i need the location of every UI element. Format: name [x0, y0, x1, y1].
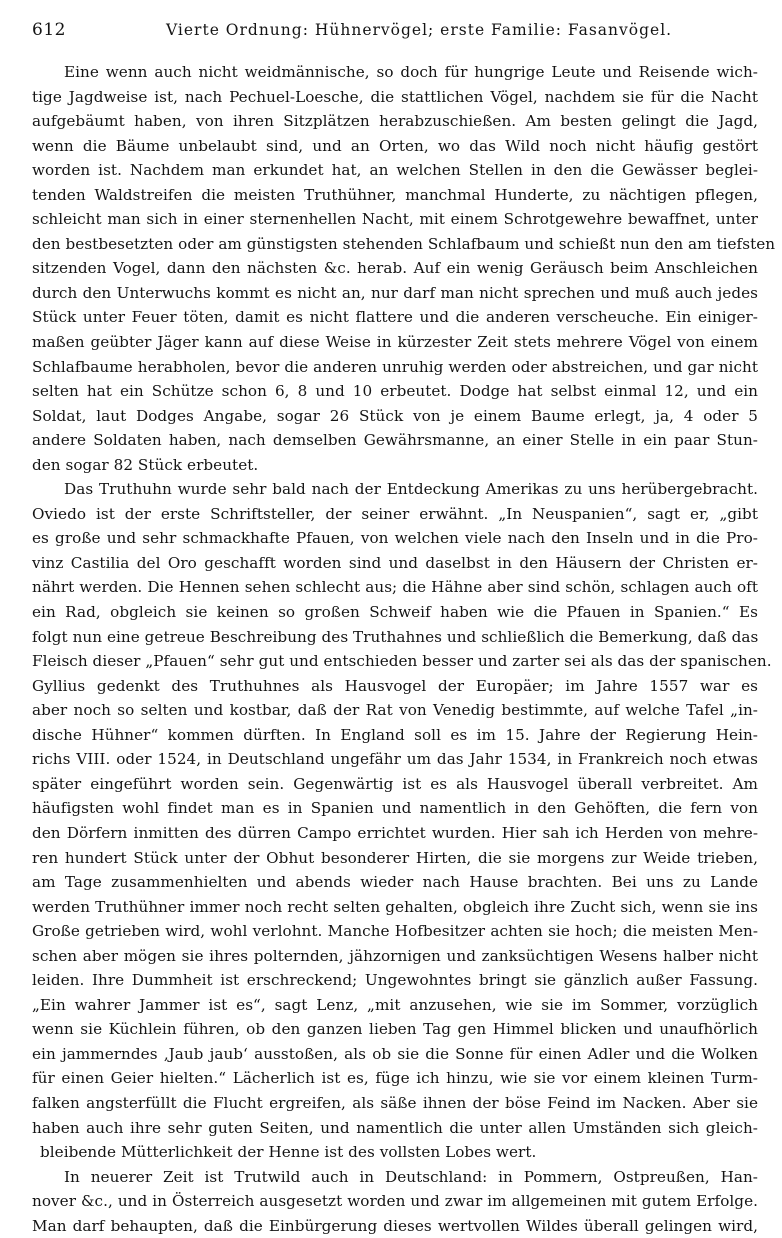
- text-line: selten hat ein Schütze schon 6, 8 und 10 erbeutet. Dodge hat selbst einmal 12, und ein: [32, 382, 758, 401]
- page-number: 612: [32, 20, 66, 40]
- text-line: Schlafbaume herabholen, bevor die anderen unruhig werden oder abstreichen, und gar nicht: [32, 357, 758, 376]
- text-line: „Ein wahrer Jammer ist es“, sagt Lenz, „mit anzusehen, wie sie im Sommer, vorzüglich: [32, 995, 758, 1014]
- text-line: richs VIII. oder 1524, in Deutschland ungefähr um das Jahr 1534, in Frankreich noch etwas: [32, 750, 758, 769]
- text-line: werden Truthühner immer noch recht selten gehalten, obgleich ihre Zucht sich, wenn sie ins: [32, 897, 758, 916]
- running-title: Vierte Ordnung: Hühnervögel; erste Familie: Fasanvögel.: [166, 21, 673, 39]
- running-header: [32, 14, 758, 46]
- text-line: ren hundert Stück unter der Obhut besonderer Hirten, die sie morgens zur Weide trieben,: [32, 848, 758, 867]
- text-line: nover &c., und in Österreich ausgesetzt worden und zwar im allgemeinen mit gutem Erfolge.: [32, 1192, 758, 1211]
- text-line: leiden. Ihre Dummheit ist erschreckend; Ungewohntes bringt sie gänzlich außer Fassung.: [32, 971, 758, 990]
- text-line: Soldat, laut Dodges Angabe, sogar 26 Stück von je einem Baume erlegt, ja, 4 oder 5: [32, 406, 758, 425]
- text-line: wenn sie Küchlein führen, ob den ganzen lieben Tag gen Himmel blicken und unaufhörlich: [32, 1020, 758, 1039]
- text-line: worden ist. Nachdem man erkundet hat, an welchen Stellen in den die Gewässer beglei-: [32, 161, 758, 180]
- text-line: Fleisch dieser „Pfauen“ sehr gut und entschieden besser und zarter sei als das der spanischen.: [32, 652, 772, 671]
- text-line: Große getrieben wird, wohl verlohnt. Manche Hofbesitzer achten sie hoch; die meisten Men-: [32, 922, 758, 941]
- text-line: sitzenden Vogel, dann den nächsten &c. herab. Auf ein wenig Geräusch beim Anschleichen: [32, 259, 758, 278]
- text-line: den sogar 82 Stück erbeutet.: [32, 455, 259, 474]
- text-line: folgt nun eine getreue Beschreibung des Truthahnes und schließlich die Bemerkung, daß das: [32, 627, 759, 646]
- text-line: durch den Unterwuchs kommt es nicht an, nur darf man nicht sprechen und muß auch jedes: [32, 283, 758, 302]
- text-line: den Dörfern inmitten des dürren Campo errichtet wurden. Hier sah ich Herden von mehre-: [32, 823, 758, 842]
- text-line: häufigsten wohl findet man es in Spanien und namentlich in den Gehöften, die fern von: [32, 799, 758, 818]
- text-line: am Tage zusammenhielten und abends wieder nach Hause brachten. Bei uns zu Lande: [32, 873, 758, 892]
- text-line: vinz Castilia del Oro geschafft worden sind und daselbst in den Häusern der Christen er-: [32, 553, 758, 572]
- text-line: andere Soldaten haben, nach demselben Gewährsmanne, an einer Stelle in ein paar Stun-: [32, 431, 758, 450]
- text-line: In neuerer Zeit ist Trutwild auch in Deutschland: in Pommern, Ostpreußen, Han-: [64, 1167, 758, 1186]
- text-line: maßen geübter Jäger kann auf diese Weise in kürzester Zeit stets mehrere Vögel von einem: [32, 333, 758, 352]
- text-line: es große und sehr schmackhafte Pfauen, von welchen viele nach den Inseln und in die Pro-: [32, 529, 758, 548]
- text-line: falken angsterfüllt die Flucht ergreifen, als säße ihnen der böse Feind im Nacken. Aber sie: [32, 1093, 758, 1112]
- text-line: tige Jagdweise ist, nach Pechuel-Loesche, die stattlichen Vögel, nachdem sie für die Nacht: [32, 87, 758, 106]
- text-line: Man darf behaupten, daß die Einbürgerung dieses wertvollen Wildes überall gelingen wird,: [32, 1216, 758, 1235]
- text-line: dische Hühner“ kommen dürften. In England soll es im 15. Jahre der Regierung Hein-: [32, 725, 758, 744]
- text-line: nährt werden. Die Hennen sehen schlecht aus; die Hähne aber sind schön, schlagen auch oft: [32, 578, 758, 597]
- text-line: aufgebäumt haben, von ihren Sitzplätzen herabzuschießen. Am besten gelingt die Jagd,: [32, 112, 758, 131]
- text-line: den bestbesetzten oder am günstigsten stehenden Schlafbaum und schießt nun den am tiefsten: [32, 234, 776, 253]
- text-line: schleicht man sich in einer sternenhellen Nacht, mit einem Schrotgewehre bewaffnet, unter: [32, 210, 758, 229]
- text-line: bleibende Mütterlichkeit der Henne ist des vollsten Lobes wert.: [40, 1143, 537, 1162]
- text-line: für einen Geier hielten.“ Lächerlich ist es, füge ich hinzu, wie sie vor einem kleinen Turm-: [32, 1069, 758, 1088]
- body-text: [32, 60, 776, 1238]
- text-line: wenn die Bäume unbelaubt sind, und an Orten, wo das Wild noch nicht häufig gestört: [32, 136, 758, 155]
- text-line: Gyllius gedenkt des Truthuhnes als Hausvogel der Europäer; im Jahre 1557 war es: [32, 676, 758, 695]
- text-line: haben auch ihre sehr guten Seiten, und namentlich die unter allen Umständen sich gleich-: [32, 1118, 758, 1137]
- text-line: Eine wenn auch nicht weidmännische, so doch für hungrige Leute und Reisende wich-: [64, 63, 758, 81]
- text-line: ein Rad, obgleich sie keinen so großen Schweif haben wie die Pfauen in Spanien.“ Es: [32, 603, 758, 622]
- text-line: ein jammerndes ‚Jaub jaub‘ ausstoßen, als ob sie die Sonne für einen Adler und die Wolken: [32, 1044, 758, 1063]
- text-line: aber noch so selten und kostbar, daß der Rat von Venedig bestimmte, auf welche Tafel „in-: [32, 701, 758, 720]
- text-line: Das Truthuhn wurde sehr bald nach der Entdeckung Amerikas zu uns herübergebracht.: [64, 480, 758, 499]
- text-line: Stück unter Feuer töten, damit es nicht flattere und die anderen verscheuche. Ein einiger-: [32, 308, 758, 327]
- text-line: später eingeführt worden sein. Gegenwärtig ist es als Hausvogel überall verbreitet. Am: [32, 774, 758, 793]
- text-line: schen aber mögen sie ihres polternden, jähzornigen und zanksüchtigen Wesens halber nicht: [32, 946, 758, 965]
- text-line: Oviedo ist der erste Schriftsteller, der seiner erwähnt. „In Neuspanien“, sagt er, „gibt: [32, 504, 758, 523]
- text-line: tenden Waldstreifen die meisten Truthühner, manchmal Hunderte, zu nächtigen pflegen,: [32, 185, 758, 204]
